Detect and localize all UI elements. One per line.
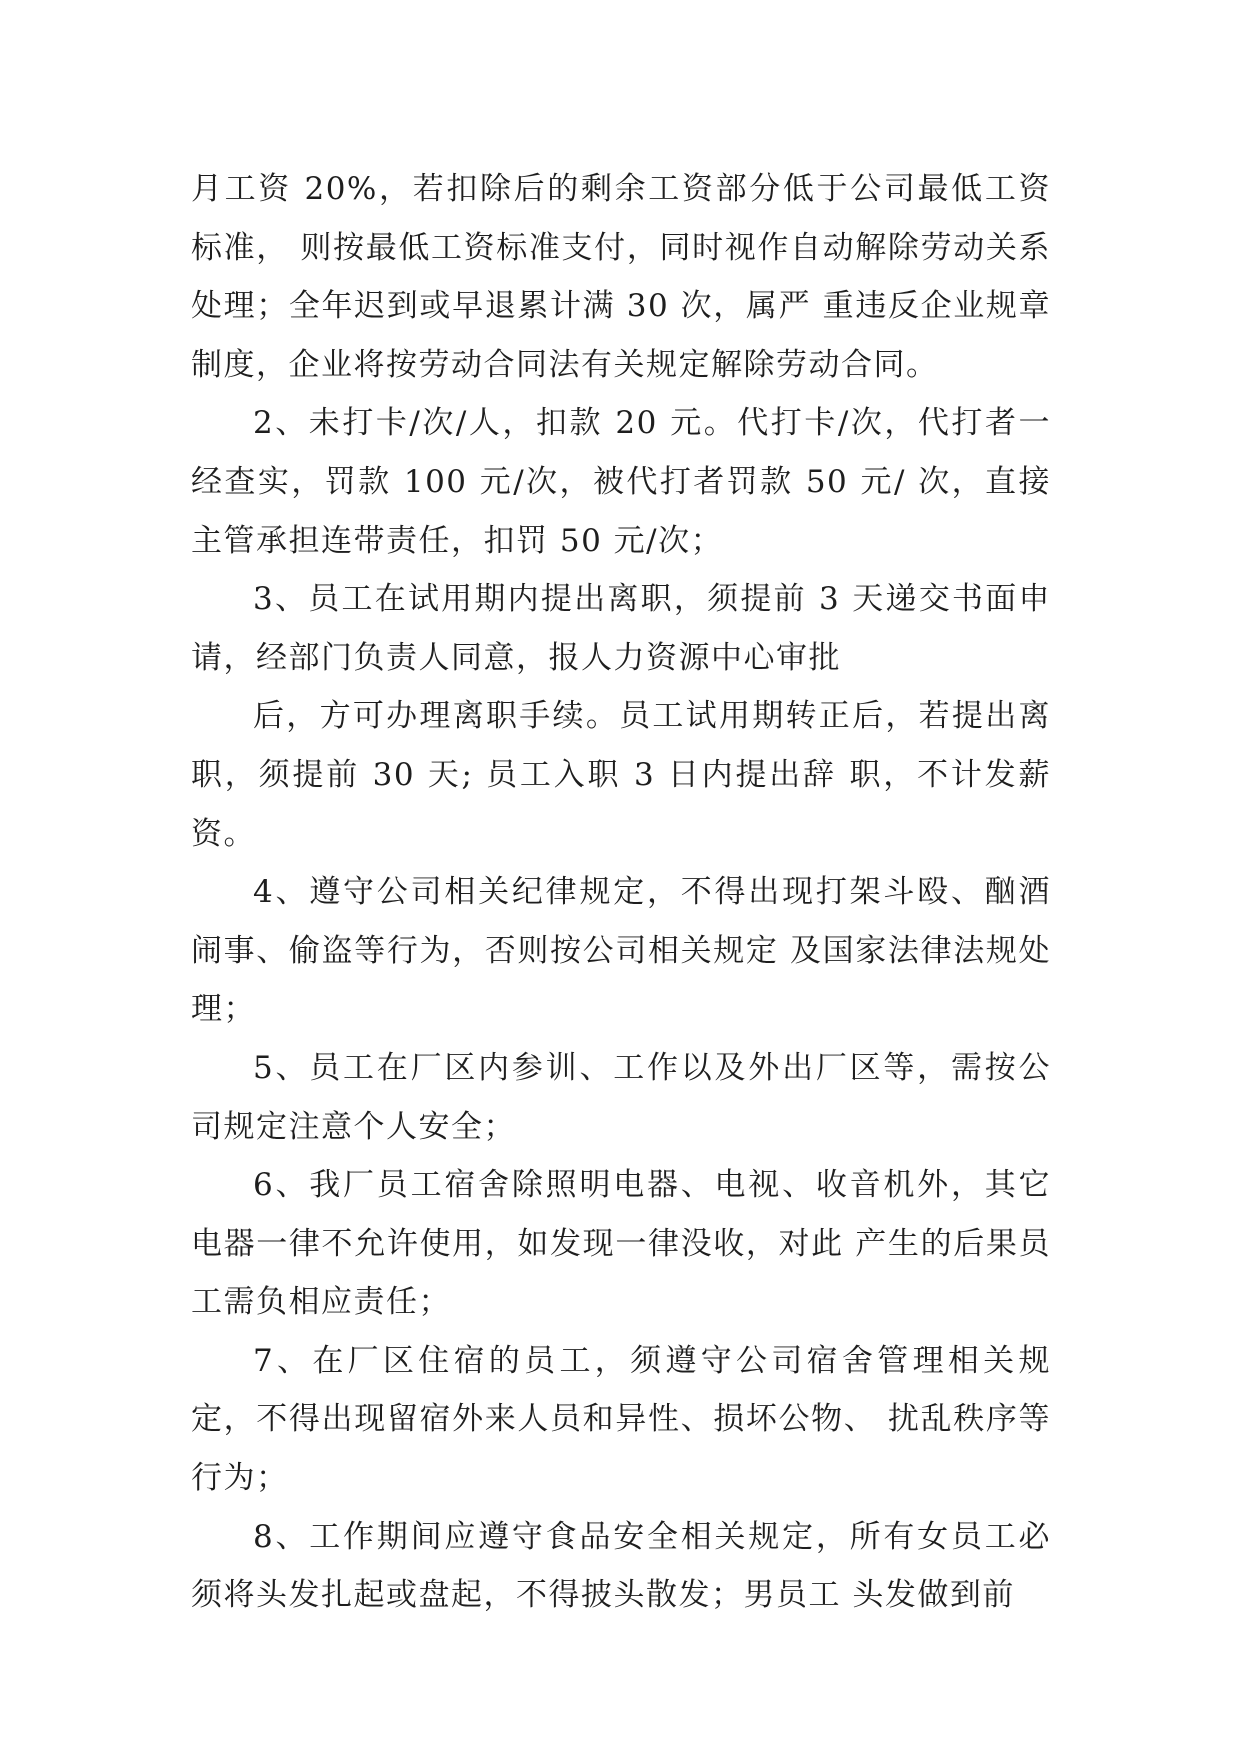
document-body [191,160,1051,1625]
paragraph-7: 6、我厂员工宿舍除照明电器、电视、收音机外，其它电器一律不允许使用，如发现一律没收，对此 产生的后果员工需负相应责任； [191,1167,1051,1321]
paragraph-1: 月工资 20%，若扣除后的剩余工资部分低于公司最低工资标准， 则按最低工资标准支付，同时视作自动解除劳动关系处理；全年迟到或早退累计满 30 次，属严 重违反企业规章制度，企业将按劳动合同法有关规定解除劳动合同。 [191,171,1051,383]
paragraph-5: 4、遵守公司相关纪律规定，不得出现打架斗殴、酗酒闹事、偷盗等行为，否则按公司相关规定 及国家法律法规处理； [191,874,1051,1028]
paragraph-6: 5、员工在厂区内参训、工作以及外出厂区等，需按公司规定注意个人安全； [191,1049,1051,1145]
paragraph-2: 2、未打卡/次/人，扣款 20 元。代打卡/次，代打者一经查实，罚款 100 元/次，被代打者罚款 50 元/ 次，直接主管承担连带责任，扣罚 50 元/次； [191,405,1051,559]
paragraph-8: 7、在厂区住宿的员工，须遵守公司宿舍管理相关规定，不得出现留宿外来人员和异性、损坏公物、 扰乱秩序等行为； [191,1342,1051,1497]
paragraph-3: 3、员工在试用期内提出离职，须提前 3 天递交书面申请，经部门负责人同意，报人力资源中心审批 [191,581,1051,676]
paragraph-9: 8、工作期间应遵守食品安全相关规定，所有女员工必须将头发扎起或盘起，不得披头散发；男员工 头发做到前 [191,1518,1051,1614]
paragraph-4: 后，方可办理离职手续。员工试用期转正后，若提出离职，须提前 30 天; 员工入职 3 日内提出辞 职，不计发薪资。 [191,698,1051,852]
